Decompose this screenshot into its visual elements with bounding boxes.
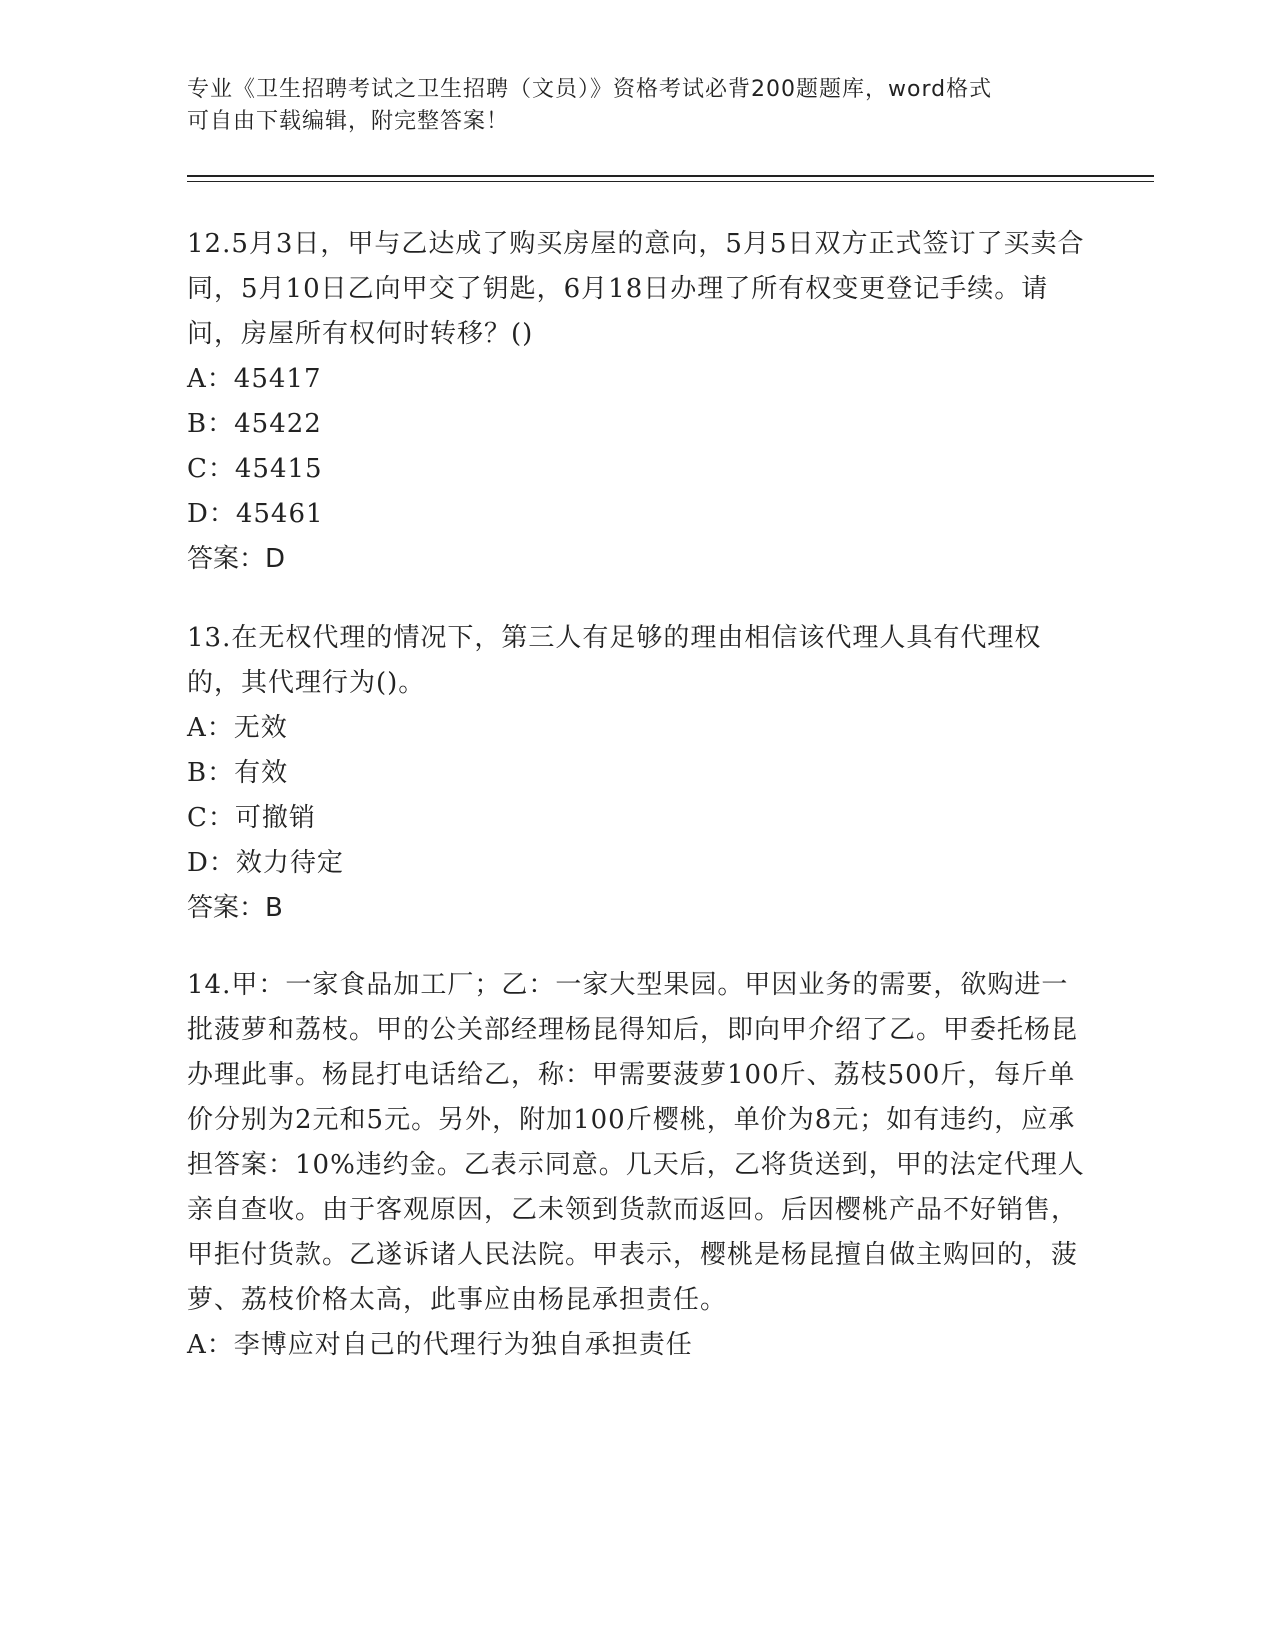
question-stem: 14.甲：一家食品加工厂；乙：一家大型果园。甲因业务的需要，欲购进一批菠萝和荔枝。甲的公关部经理杨昆得知后，即向甲介绍了乙。甲委托杨昆办理此事。杨昆打电话给乙，称：甲需要菠萝100斤、荔枝500斤，每斤单价分别为2元和5元。另外，附加100斤樱桃，单价为8元；如有违约，应承担答案：10%违约金。乙表示同意。几天后，乙将货送到，甲的法定代理人亲自查收。由于客观原因，乙未领到货款而返回。后因樱桃产品不好销售，甲拒付货款。乙遂诉诸人民法院。甲表示，樱桃是杨昆擅自做主购回的，菠萝、荔枝价格太高，此事应由杨昆承担责任。 xyxy=(187,970,1085,1315)
question-13 xyxy=(187,616,1087,931)
option-b: B：有效 xyxy=(187,758,289,788)
answer-line: 答案：D xyxy=(187,544,286,574)
question-12 xyxy=(187,222,1087,582)
option-a: A：李博应对自己的代理行为独自承担责任 xyxy=(187,1330,693,1360)
option-a: A：45417 xyxy=(187,364,322,394)
document-header xyxy=(187,74,1087,138)
header-title-line-2: 可自由下载编辑，附完整答案！ xyxy=(187,109,510,134)
question-stem: 12.5月3日，甲与乙达成了购买房屋的意向，5月5日双方正式签订了买卖合同，5月10日乙向甲交了钥匙，6月18日办理了所有权变更登记手续。请问，房屋所有权何时转移？() xyxy=(187,229,1085,349)
header-divider-thick xyxy=(187,175,1154,177)
option-c: C：45415 xyxy=(187,454,323,484)
header-divider-thin xyxy=(187,181,1154,182)
question-14 xyxy=(187,963,1087,1368)
header-title-line-1: 专业《卫生招聘考试之卫生招聘（文员）》资格考试必背200题题库，word格式 xyxy=(187,77,993,102)
option-d: D：效力待定 xyxy=(187,848,344,878)
answer-line: 答案：B xyxy=(187,893,283,923)
option-a: A：无效 xyxy=(187,713,288,743)
question-stem: 13.在无权代理的情况下，第三人有足够的理由相信该代理人具有代理权的，其代理行为()。 xyxy=(187,623,1042,698)
option-c: C：可撤销 xyxy=(187,803,316,833)
option-d: D：45461 xyxy=(187,499,324,529)
option-b: B：45422 xyxy=(187,409,322,439)
